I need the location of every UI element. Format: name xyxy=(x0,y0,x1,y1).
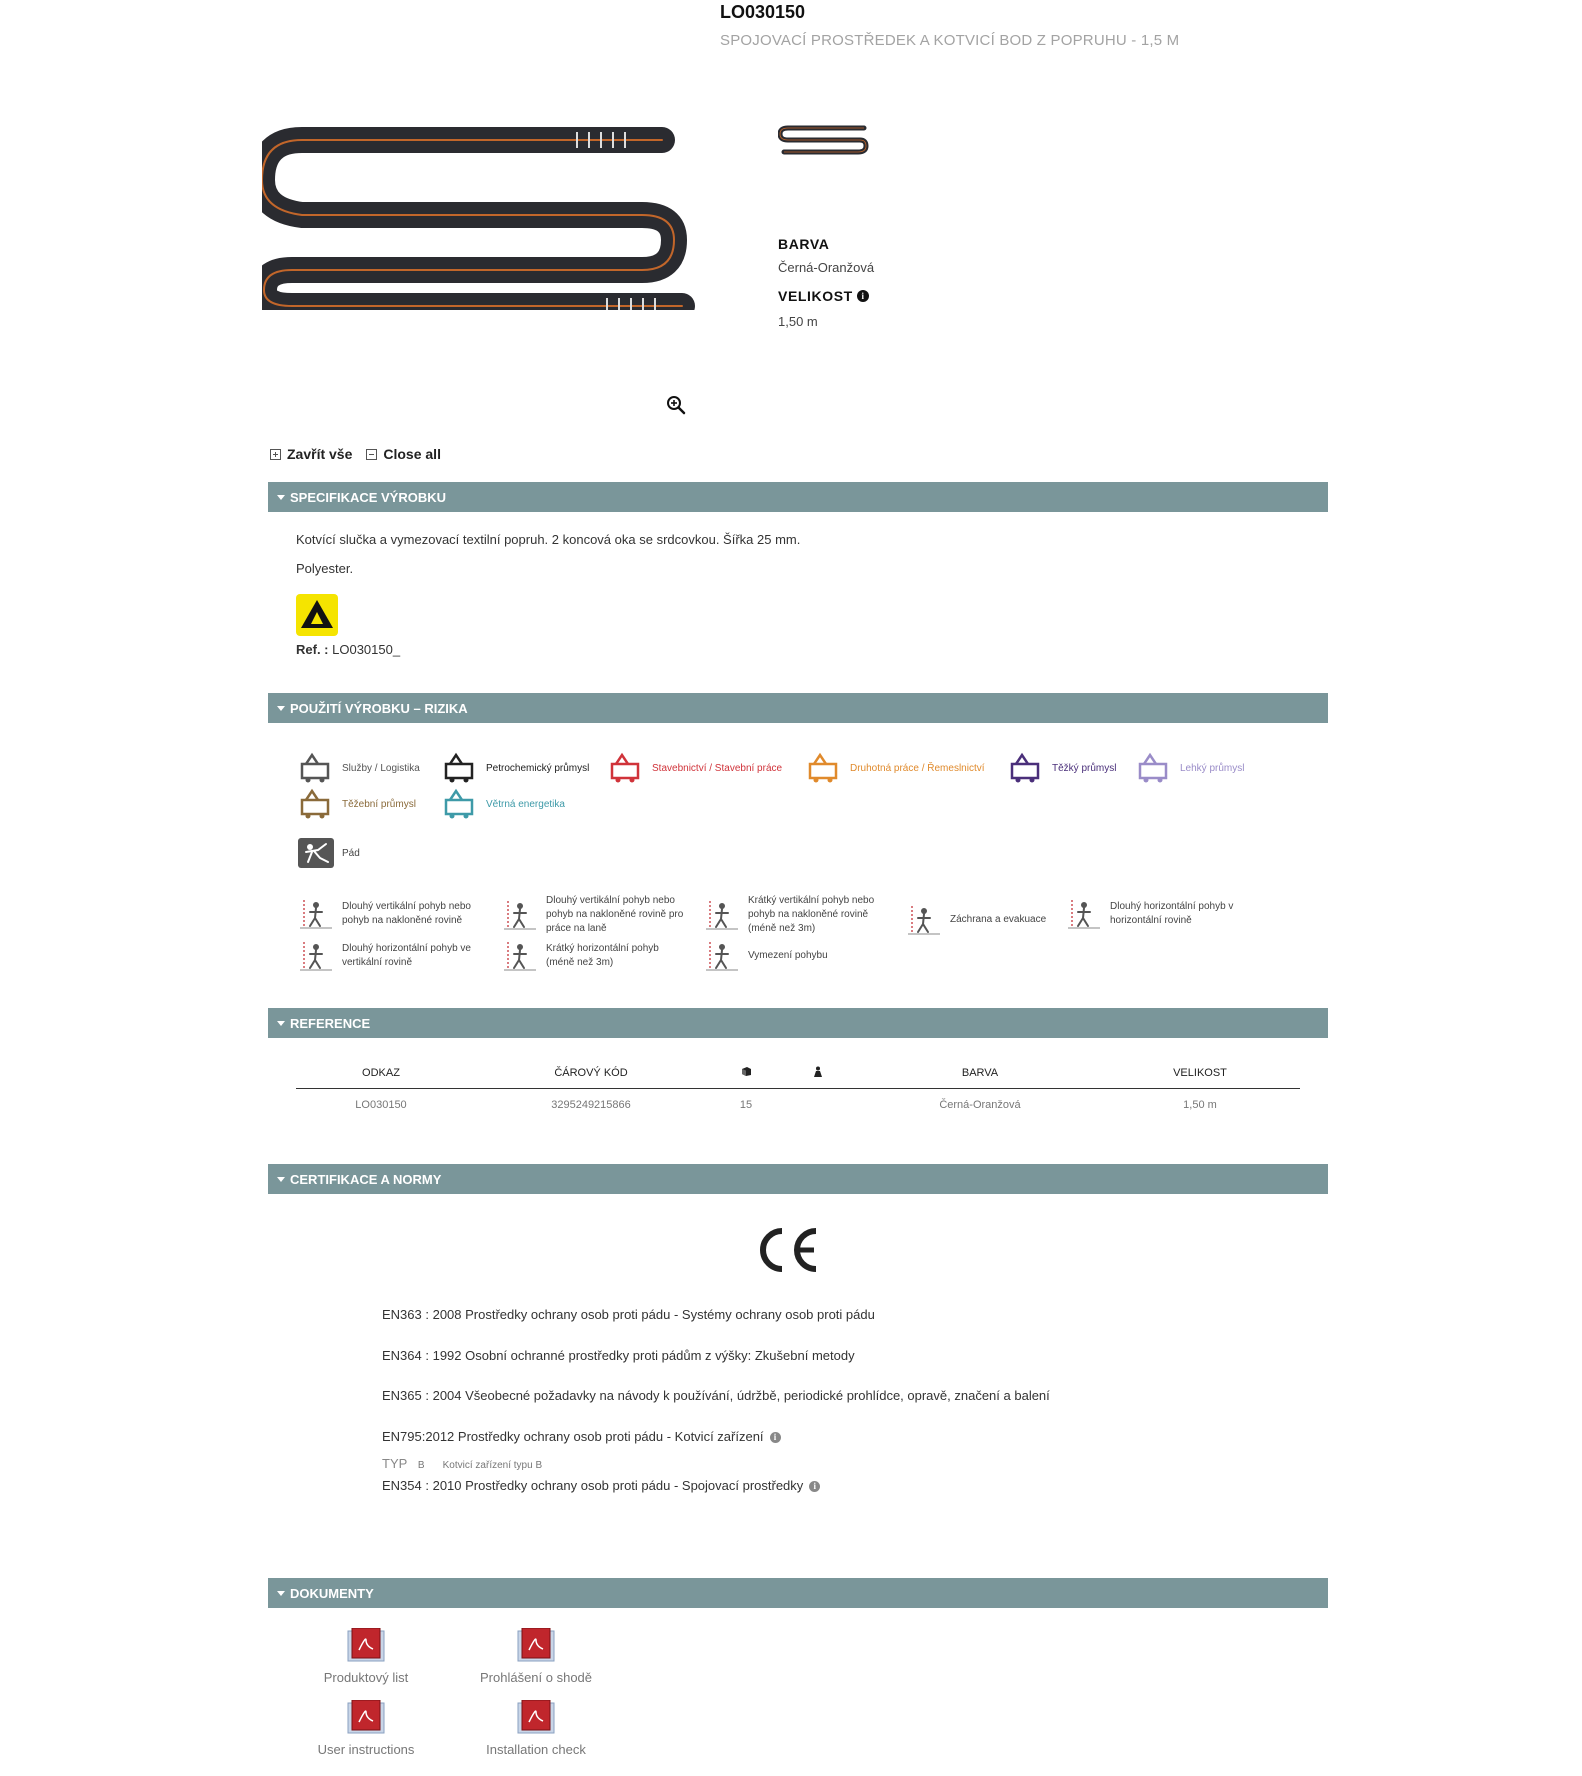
pdf-icon xyxy=(344,1628,388,1664)
product-subtitle: SPOJOVACÍ PROSTŘEDEK A KOTVICÍ BOD Z POPRUHU - 1,5 M xyxy=(720,32,1180,49)
activity-long-horizontal-vertical xyxy=(298,940,482,972)
industry-logistics xyxy=(298,752,420,784)
industry-label: Služby / Logistika xyxy=(342,762,420,774)
pdf-icon xyxy=(344,1700,388,1736)
product-main-image[interactable] xyxy=(262,120,702,310)
delta-plus-logo-icon xyxy=(296,594,338,636)
doc-label: User instructions xyxy=(317,1742,415,1757)
pdf-icon xyxy=(514,1700,558,1736)
rescue-icon xyxy=(906,904,942,936)
info-icon[interactable]: i xyxy=(857,290,869,302)
industry-label: Těžký průmysl xyxy=(1052,762,1117,774)
typ-value: B xyxy=(417,1460,425,1471)
wind-turbine-icon xyxy=(442,788,478,820)
activity-label: Dlouhý horizontální pohyb ve vertikální rovině xyxy=(342,943,471,968)
walker-horizontal-icon xyxy=(1066,898,1102,930)
industry-label: Těžební průmysl xyxy=(342,798,416,810)
activity-label: Dlouhý vertikální pohyb nebo pohyb na nakloněné rovině xyxy=(342,901,471,926)
norm-en363: EN363 : 2008 Prostředky ochrany osob proti pádu - Systémy ochrany osob proti pádu xyxy=(382,1307,875,1322)
col-person xyxy=(776,1058,860,1089)
industry-heavy xyxy=(1008,752,1116,784)
oil-pump-icon xyxy=(442,752,478,784)
industry-crafts xyxy=(806,752,985,784)
doc-installation-check[interactable] xyxy=(466,1700,606,1757)
close-all-toggle[interactable] xyxy=(366,446,441,462)
close-all-label: Close all xyxy=(383,446,441,462)
light-factory-icon xyxy=(1136,752,1172,784)
section-spec-title: SPECIFIKACE VÝROBKU xyxy=(290,489,447,505)
table-row xyxy=(296,1089,1300,1122)
section-usage-header[interactable] xyxy=(268,693,1328,723)
norm-en365: EN365 : 2004 Všeobecné požadavky na návody k používání, údržbě, periodické prohlídce, opravě, značení a balení xyxy=(382,1388,1050,1403)
activity-label: Krátký vertikální pohyb nebo pohyb na nakloněné rovině (méně než 3m) xyxy=(748,895,875,934)
col-velikost: VELIKOST xyxy=(1100,1058,1300,1089)
minus-square-icon xyxy=(366,449,377,460)
industry-label: Větrná energetika xyxy=(486,798,565,810)
industry-mining xyxy=(298,788,416,820)
col-box xyxy=(716,1058,776,1089)
industry-light xyxy=(1136,752,1244,784)
activity-short-horizontal xyxy=(502,940,686,972)
plus-square-icon xyxy=(270,449,281,460)
norm-en795: EN795:2012 Prostředky ochrany osob proti pádu - Kotvicí zařízení xyxy=(382,1429,764,1444)
norm-en364: EN364 : 1992 Osobní ochranné prostředky proti pádům z výšky: Zkušební metody xyxy=(382,1348,855,1363)
ce-mark-icon xyxy=(756,1225,822,1275)
cell-barcode: 3295249215866 xyxy=(551,1099,631,1111)
doc-user-instructions[interactable] xyxy=(296,1700,436,1757)
person-icon xyxy=(813,1066,823,1077)
section-certs-header[interactable] xyxy=(268,1164,1328,1194)
ref-value: LO030150_ xyxy=(332,642,401,657)
color-value: Černá-Oranžová xyxy=(778,260,875,275)
size-row xyxy=(778,288,869,304)
section-usage-title: POUŽITÍ VÝROBKU – RIZIKA xyxy=(290,700,468,716)
typ-desc: Kotvicí zařízení typu B xyxy=(442,1460,543,1471)
section-docs-title: DOKUMENTY xyxy=(290,1585,374,1601)
mine-cart-icon xyxy=(298,788,334,820)
size-label: VELIKOST xyxy=(778,288,853,304)
spec-ref xyxy=(296,642,400,657)
caret-down-icon xyxy=(277,1021,285,1026)
reference-table xyxy=(296,1058,1300,1121)
caret-down-icon xyxy=(277,706,285,711)
activity-label: Dlouhý vertikální pohyb nebo pohyb na nakloněné rovině pro práce na laně xyxy=(546,895,684,934)
climber-rope-icon xyxy=(502,899,538,931)
section-spec-header[interactable] xyxy=(268,482,1328,512)
activity-long-horizontal xyxy=(1066,898,1250,930)
section-docs-header[interactable] xyxy=(268,1578,1328,1608)
industry-construction xyxy=(608,752,782,784)
norm-en354-row xyxy=(382,1478,820,1493)
col-barcode: ČÁROVÝ KÓD xyxy=(466,1058,716,1089)
size-value: 1,50 m xyxy=(778,314,818,329)
activity-restraint xyxy=(704,940,888,972)
worker-short-icon xyxy=(502,940,538,972)
activity-label: Záchrana a evakuace xyxy=(950,914,1047,925)
info-icon[interactable]: i xyxy=(770,1432,781,1443)
industry-petrochemical xyxy=(442,752,589,784)
zoom-in-icon[interactable] xyxy=(666,395,686,415)
activity-long-vertical-rope xyxy=(502,894,686,936)
table-header-row xyxy=(296,1058,1300,1089)
doc-label: Produktový list xyxy=(323,1670,409,1685)
norm-en354: EN354 : 2010 Prostředky ochrany osob proti pádu - Spojovací prostředky xyxy=(382,1478,804,1493)
industry-label: Stavebnictví / Stavební práce xyxy=(652,762,783,774)
crane-icon xyxy=(608,752,644,784)
typ-label: TYP xyxy=(382,1456,408,1471)
activity-label: Krátký horizontální pohyb (méně než 3m) xyxy=(546,943,659,968)
industry-label: Druhotná práce / Řemeslnictví xyxy=(850,762,985,774)
heavy-factory-icon xyxy=(1008,752,1044,784)
expand-all-toggle[interactable] xyxy=(270,446,352,462)
forklift-icon xyxy=(298,752,334,784)
section-reference-title: REFERENCE xyxy=(290,1015,371,1031)
typ-row xyxy=(382,1456,542,1471)
doc-label: Installation check xyxy=(486,1742,586,1757)
risk-fall xyxy=(298,838,360,868)
caret-down-icon xyxy=(277,495,285,500)
product-code: LO030150 xyxy=(720,2,806,22)
risk-label: Pád xyxy=(342,847,360,859)
caret-down-icon xyxy=(277,1177,285,1182)
norm-en795-row xyxy=(382,1429,781,1444)
fall-icon xyxy=(298,838,334,868)
climber-short-icon xyxy=(704,899,740,931)
doc-declaration[interactable] xyxy=(466,1628,606,1685)
activity-long-vertical xyxy=(298,898,482,930)
cell-box: 15 xyxy=(739,1099,753,1111)
restraint-icon xyxy=(704,940,740,972)
cell-velikost: 1,50 m xyxy=(1183,1099,1217,1111)
house-ladder-icon xyxy=(806,752,842,784)
activity-rescue xyxy=(906,904,1090,936)
climber-wall-icon xyxy=(298,940,334,972)
doc-label: Prohlášení o shodě xyxy=(479,1670,593,1685)
section-reference-header[interactable] xyxy=(268,1008,1328,1038)
expand-collapse-bar xyxy=(270,446,447,462)
climber-ladder-icon xyxy=(298,898,334,930)
col-odkaz: ODKAZ xyxy=(296,1058,466,1089)
product-thumbnail[interactable] xyxy=(778,120,870,162)
pdf-icon xyxy=(514,1628,558,1664)
col-barva: BARVA xyxy=(860,1058,1100,1089)
expand-all-label: Zavřít vše xyxy=(287,446,353,462)
box-icon xyxy=(741,1066,752,1077)
caret-down-icon xyxy=(277,1591,285,1596)
cell-barva: Černá-Oranžová xyxy=(939,1099,1021,1111)
spec-material: Polyester. xyxy=(296,561,354,576)
color-label: BARVA xyxy=(778,236,830,252)
spec-description: Kotvící slučka a vymezovací textilní popruh. 2 koncová oka se srdcovkou. Šířka 25 mm. xyxy=(296,532,801,547)
cell-person xyxy=(776,1089,860,1122)
activity-label: Dlouhý horizontální pohyb v horizontální rovině xyxy=(1110,901,1234,926)
industry-label: Petrochemický průmysl xyxy=(486,762,590,774)
industry-label: Lehký průmysl xyxy=(1180,762,1245,774)
section-certs-title: CERTIFIKACE A NORMY xyxy=(290,1171,442,1187)
activity-short-vertical xyxy=(704,894,888,936)
ref-label: Ref. : xyxy=(296,642,329,657)
doc-product-sheet[interactable] xyxy=(296,1628,436,1685)
activity-label: Vymezení pohybu xyxy=(748,950,828,961)
industry-wind xyxy=(442,788,565,820)
cell-odkaz: LO030150 xyxy=(355,1099,407,1111)
info-icon[interactable]: i xyxy=(809,1481,820,1492)
